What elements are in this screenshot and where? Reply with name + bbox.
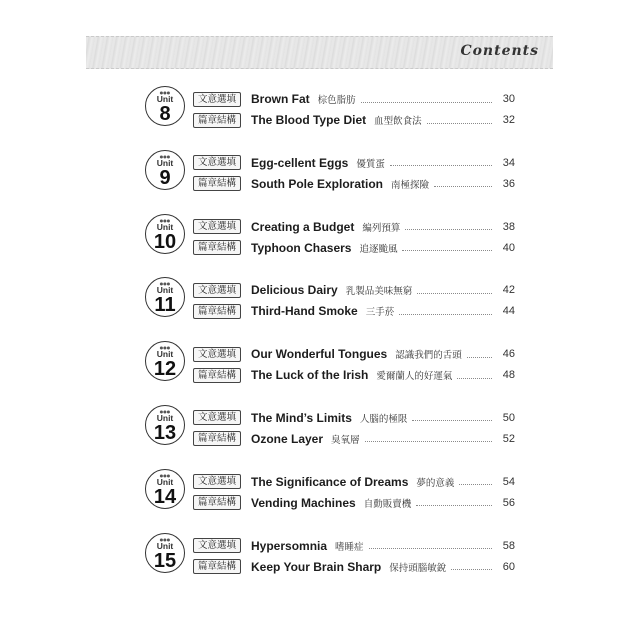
section-tag: 文意選填 xyxy=(193,219,241,234)
page-number: 50 xyxy=(502,411,515,424)
page-number: 34 xyxy=(502,156,515,169)
title-english: South Pole Exploration xyxy=(251,176,384,191)
dot-leader xyxy=(361,102,492,103)
title-english: Typhoon Chasers xyxy=(251,240,352,255)
title-english: Third-Hand Smoke xyxy=(251,304,358,319)
page-number: 56 xyxy=(502,496,515,509)
page-number: 44 xyxy=(502,305,515,318)
dot-leader xyxy=(459,484,492,485)
unit-badge xyxy=(145,214,185,254)
unit-number: 14 xyxy=(153,485,177,508)
badge-dots-decoration: ●●● xyxy=(159,217,171,223)
contents-title: Contents xyxy=(460,43,539,59)
dot-leader xyxy=(369,548,492,549)
dot-leader xyxy=(390,165,492,166)
unit-label: Unit xyxy=(156,221,174,232)
unit-badge xyxy=(145,533,185,573)
dot-leader xyxy=(434,186,492,187)
section-tag: 文意選填 xyxy=(193,155,241,170)
unit-entry xyxy=(145,467,515,510)
unit-number: 15 xyxy=(153,549,177,572)
toc-row[interactable] xyxy=(193,175,515,193)
dot-leader xyxy=(417,293,492,294)
unit-badge xyxy=(145,405,185,445)
page-number: 48 xyxy=(502,369,515,382)
dot-leader xyxy=(412,420,492,421)
unit-entry xyxy=(145,531,515,574)
toc-row[interactable] xyxy=(193,90,515,108)
dot-leader xyxy=(399,314,492,315)
dot-leader xyxy=(467,357,492,358)
title-chinese: 血型飲食法 xyxy=(374,116,422,127)
unit-entry xyxy=(145,148,515,191)
title-chinese: 南極探險 xyxy=(391,179,430,191)
unit-entry xyxy=(145,212,515,255)
title-english: Vending Machines xyxy=(251,495,356,510)
unit-label: Unit xyxy=(156,412,174,423)
unit-number: 12 xyxy=(153,358,177,381)
title-chinese: 臭氧層 xyxy=(331,434,360,446)
badge-dots-decoration: ●●● xyxy=(159,408,171,414)
title-chinese: 愛爾蘭人的好運氣 xyxy=(376,371,453,383)
unit-label: Unit xyxy=(156,94,174,104)
toc-row[interactable] xyxy=(193,430,515,448)
unit-number: 8 xyxy=(159,103,171,125)
unit-label: Unit xyxy=(156,285,174,296)
toc-row[interactable] xyxy=(193,302,515,320)
section-tag: 篇章結構 xyxy=(193,559,241,574)
page-number: 52 xyxy=(502,432,515,445)
title-english: Brown Fat xyxy=(251,92,310,106)
section-tag: 篇章結構 xyxy=(193,304,241,319)
toc-row[interactable] xyxy=(193,558,515,576)
section-tag: 文意選填 xyxy=(193,538,241,553)
dot-leader xyxy=(405,229,492,230)
toc-row[interactable] xyxy=(193,494,515,512)
badge-dots-decoration: ●●● xyxy=(159,153,171,159)
dot-leader xyxy=(402,250,492,251)
unit-number: 9 xyxy=(159,166,171,189)
unit-badge xyxy=(145,341,185,381)
title-chinese: 夢的意義 xyxy=(416,477,455,489)
unit-badge xyxy=(145,150,185,190)
title-english: The Blood Type Diet xyxy=(251,113,367,127)
toc-row[interactable] xyxy=(193,154,515,172)
badge-dots-decoration: ●●● xyxy=(159,90,171,95)
unit-badge xyxy=(145,277,185,317)
title-english: Delicious Dairy xyxy=(251,283,338,298)
title-english: The Luck of the Irish xyxy=(251,368,369,383)
title-english: The Mind’s Limits xyxy=(251,410,352,425)
title-english: Ozone Layer xyxy=(251,431,324,446)
section-tag: 文意選填 xyxy=(193,347,241,362)
section-tag: 篇章結構 xyxy=(193,495,241,510)
unit-number: 11 xyxy=(154,294,176,317)
title-chinese: 嗜睡症 xyxy=(335,541,364,553)
unit-label: Unit xyxy=(156,157,174,168)
header-band xyxy=(86,36,553,69)
title-chinese: 自動販賣機 xyxy=(363,498,412,510)
section-tag: 篇章結構 xyxy=(193,431,241,446)
title-english: Hypersomnia xyxy=(251,538,328,553)
unit-entry xyxy=(145,84,515,127)
title-chinese: 棕色脂肪 xyxy=(317,95,356,106)
unit-label: Unit xyxy=(156,540,174,551)
section-tag: 篇章結構 xyxy=(193,113,241,128)
dot-leader xyxy=(451,569,492,570)
toc-row[interactable] xyxy=(193,218,515,236)
section-tag: 篇章結構 xyxy=(193,368,241,383)
badge-dots-decoration: ●●● xyxy=(159,472,171,478)
dot-leader xyxy=(365,441,492,442)
title-english: Creating a Budget xyxy=(251,219,355,234)
toc-row[interactable] xyxy=(193,111,515,129)
toc-row[interactable] xyxy=(193,409,515,427)
dot-leader xyxy=(416,505,492,506)
unit-label: Unit xyxy=(156,476,174,487)
unit-badge xyxy=(145,86,185,126)
section-tag: 文意選填 xyxy=(193,410,241,425)
page-number: 54 xyxy=(502,475,515,488)
title-chinese: 認識我們的舌頭 xyxy=(395,350,462,362)
page-number: 40 xyxy=(502,241,515,254)
title-english: The Significance of Dreams xyxy=(251,474,409,489)
title-chinese: 人腦的極限 xyxy=(359,413,408,425)
page-number: 46 xyxy=(502,348,515,361)
title-english: Keep Your Brain Sharp xyxy=(251,559,382,574)
page-number: 36 xyxy=(502,177,515,190)
badge-dots-decoration: ●●● xyxy=(159,345,171,351)
page-number: 38 xyxy=(502,220,515,233)
toc-row[interactable] xyxy=(193,537,515,555)
dot-leader xyxy=(427,123,492,124)
section-tag: 文意選填 xyxy=(193,474,241,489)
badge-dots-decoration: ●●● xyxy=(159,536,171,542)
title-chinese: 優質蛋 xyxy=(356,158,385,170)
title-chinese: 乳製品美味無窮 xyxy=(345,286,413,298)
unit-entry xyxy=(145,275,515,318)
section-tag: 文意選填 xyxy=(193,92,241,107)
page-number: 32 xyxy=(502,114,515,126)
page-number: 42 xyxy=(502,284,515,297)
toc-row[interactable] xyxy=(193,281,515,299)
unit-number: 13 xyxy=(153,421,177,444)
section-tag: 文意選填 xyxy=(193,283,241,298)
title-english: Egg-cellent Eggs xyxy=(251,155,349,170)
title-chinese: 編列預算 xyxy=(362,222,401,234)
title-chinese: 保持頭腦敏銳 xyxy=(389,562,447,574)
badge-dots-decoration: ●●● xyxy=(159,281,171,287)
title-english: Our Wonderful Tongues xyxy=(251,347,388,362)
section-tag: 篇章結構 xyxy=(193,240,241,255)
unit-entry xyxy=(145,403,515,446)
unit-label: Unit xyxy=(156,349,174,360)
page-number: 30 xyxy=(502,93,515,105)
section-tag: 篇章結構 xyxy=(193,176,241,191)
title-chinese: 追逐颱風 xyxy=(359,243,398,255)
title-chinese: 三手菸 xyxy=(365,307,395,319)
toc-row[interactable] xyxy=(193,366,515,384)
page-number: 58 xyxy=(502,539,515,552)
dot-leader xyxy=(457,378,492,379)
toc-row[interactable] xyxy=(193,239,515,257)
toc-row[interactable] xyxy=(193,345,515,363)
unit-number: 10 xyxy=(153,230,177,253)
unit-badge xyxy=(145,469,185,509)
unit-entry xyxy=(145,339,515,382)
toc-list xyxy=(145,84,515,594)
page-number: 60 xyxy=(502,560,515,573)
toc-row[interactable] xyxy=(193,473,515,491)
